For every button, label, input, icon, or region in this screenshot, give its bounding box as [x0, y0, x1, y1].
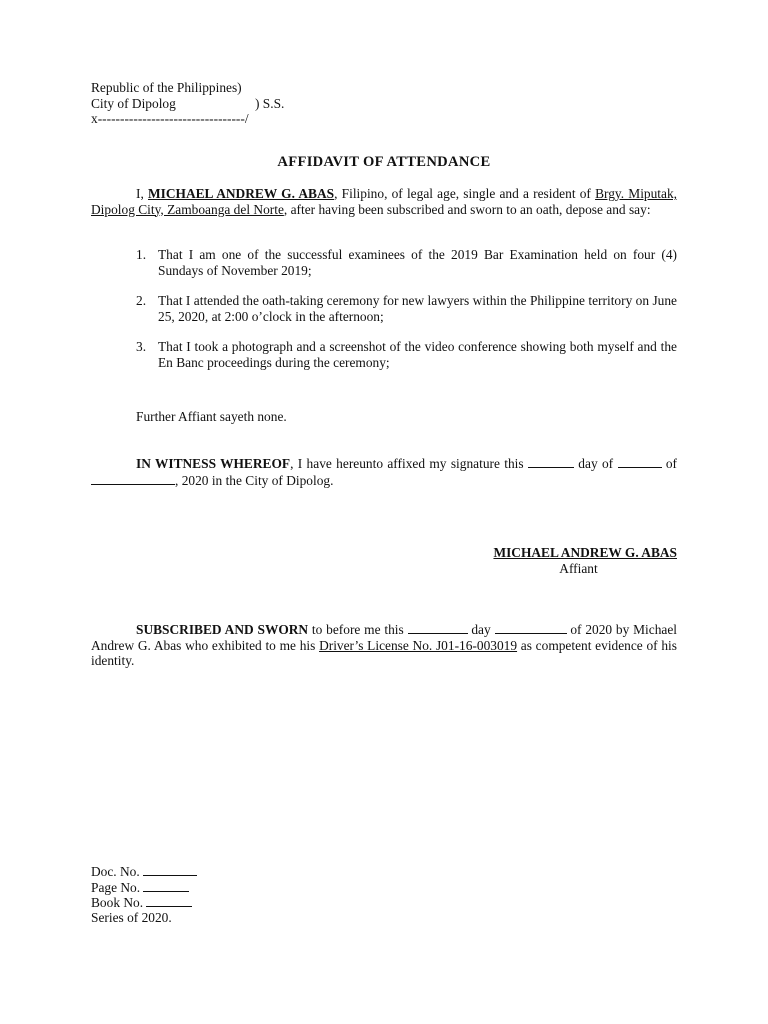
- item-number: 3.: [136, 339, 147, 354]
- caption-ss: ) S.S.: [255, 95, 285, 111]
- item-number: 1.: [136, 247, 147, 262]
- witness-bold: IN WITNESS WHEREOF: [136, 456, 291, 471]
- affiant-name: MICHAEL ANDREW G. ABAS: [148, 186, 335, 201]
- signature-role: Affiant: [559, 560, 598, 576]
- jurat-text-4: as competent evidence of his identity.: [91, 637, 677, 668]
- series-line: Series of 2020.: [91, 909, 172, 925]
- jurat-text-3: of 2020 by Michael Andrew G. Abas who exhibited to me his: [91, 622, 677, 653]
- jurat-text-1: to before me this: [308, 622, 408, 637]
- license-number: Driver’s License No. J01-16-003019: [319, 637, 518, 653]
- blank-day: [528, 455, 574, 468]
- witness-text-1: , I have hereunto affixed my signature this: [290, 456, 528, 471]
- blank-book-no: [146, 894, 192, 907]
- jurat-paragraph: [91, 621, 677, 669]
- caption-line-republic: Republic of the Philippines): [91, 80, 242, 95]
- witness-text-2: day of: [573, 456, 618, 471]
- item-text: That I took a photograph and a screenshot of the video conference showing both myself and the En Banc proceedings during the ceremony;: [158, 339, 677, 370]
- signature-name: MICHAEL ANDREW G. ABAS: [493, 545, 677, 560]
- intro-lead: I,: [136, 186, 149, 201]
- notarial-register: [91, 863, 197, 925]
- caption-line-x: x---------------------------------/: [91, 111, 249, 126]
- further-affiant-line: Further Affiant sayeth none.: [136, 409, 287, 424]
- jurat-text-2: day: [467, 622, 495, 637]
- document-title: AFFIDAVIT OF ATTENDANCE: [277, 154, 491, 170]
- page-no-label: Page No.: [91, 879, 144, 895]
- blank-jurat-day: [408, 621, 468, 634]
- witness-paragraph: [91, 455, 677, 488]
- doc-no-line: [91, 863, 197, 879]
- blank-jurat-month: [495, 621, 567, 634]
- book-no-line: [91, 894, 197, 910]
- book-no-label: Book No.: [91, 895, 147, 910]
- blank-year: [91, 472, 175, 485]
- jurat-bold: SUBSCRIBED AND SWORN: [136, 622, 309, 637]
- item-text: That I attended the oath-taking ceremony for new lawyers within the Philippine territory on June 25, 2020, at 2:00 o’clock in the afternoon;: [158, 293, 677, 324]
- affiant-address: Brgy. Miputak, Dipolog City, Zamboanga del Norte: [91, 186, 678, 217]
- doc-no-label: Doc. No.: [91, 864, 144, 879]
- blank-doc-no: [143, 863, 197, 876]
- signature-block: [440, 545, 677, 576]
- caption-line-city: [91, 95, 285, 112]
- blank-month: [618, 455, 662, 468]
- venue-caption: [91, 80, 285, 127]
- intro-paragraph: [91, 186, 677, 217]
- blank-page-no: [143, 879, 189, 892]
- witness-text-4: , 2020 in the City of Dipolog.: [175, 472, 334, 488]
- intro-mid: , Filipino, of legal age, single and a resident of: [334, 186, 596, 201]
- page-no-line: [91, 879, 197, 895]
- item-number: 2.: [136, 293, 147, 308]
- witness-text-3: of: [661, 456, 677, 471]
- caption-city: City of Dipolog: [91, 95, 176, 111]
- item-text: That I am one of the successful examinees of the 2019 Bar Examination held on four (4) Sundays of November 2019;: [158, 247, 677, 278]
- intro-tail: , after having been subscribed and sworn to an oath, depose and say:: [283, 201, 651, 217]
